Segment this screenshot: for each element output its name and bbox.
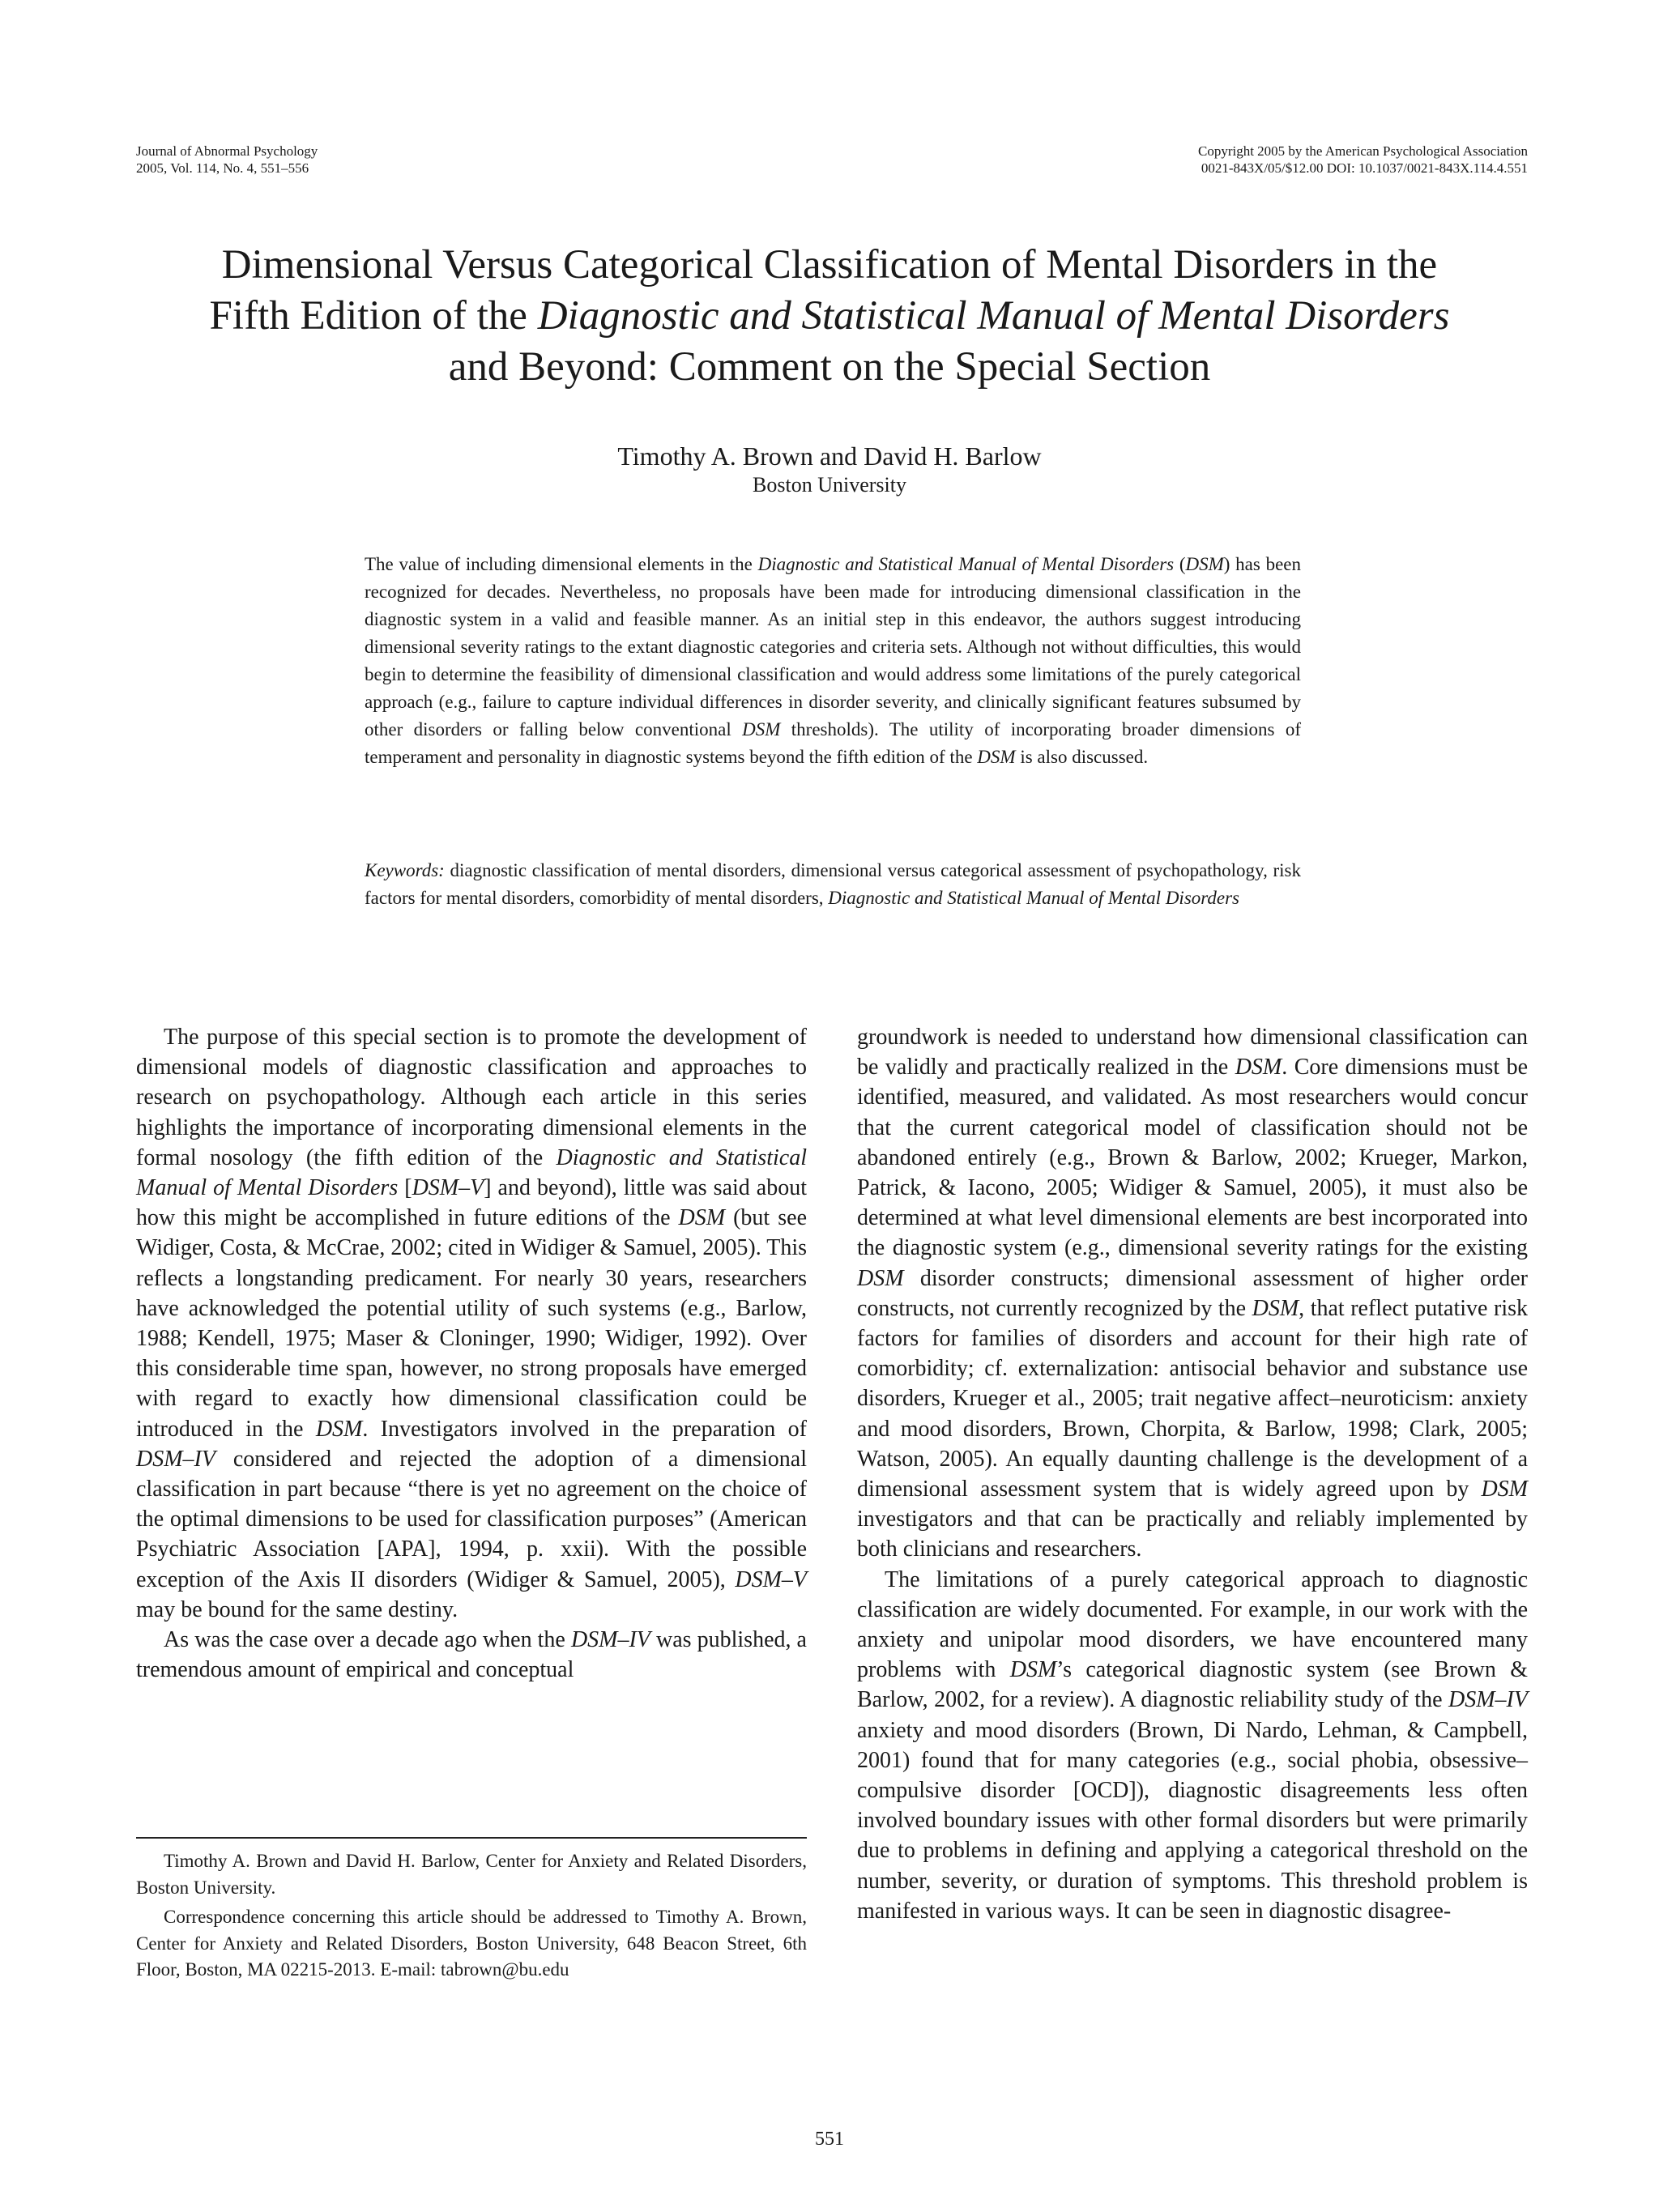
abstract	[365, 551, 1301, 771]
title-line-2	[122, 291, 1537, 342]
text-run: As was the case over a decade ago when the	[164, 1627, 571, 1653]
keywords-label: Keywords:	[365, 860, 445, 880]
text-run: The limitations of a purely categorical approach to diagnostic classification are widely documented. For example, in our work with the anxiety and unipolar mood disorders, we have encountered many problems with	[857, 1566, 1528, 1683]
copyright-notice	[1198, 143, 1528, 177]
abstract-text: ) has been recognized for decades. Nevertheless, no proposals have been made for introducing dimensional classification in the diagnostic system in a valid and feasible manner. As an initial step in this endeavor, the authors suggest introducing dimensional severity ratings to the extant diagnostic categories and criteria sets. Although not without difficulties, this would begin to determine the feasibility of dimensional classification and would address some limitations of the purely categorical approach (e.g., failure to capture individual differences in disorder severity, and clinically significant features subsumed by other disorders or falling below conventional	[365, 554, 1301, 739]
text-run-italic: DSM	[1252, 1295, 1299, 1321]
footnote-divider	[136, 1837, 807, 1839]
text-run-italic: Diagnostic and Statistical Manual of Mental Disorders	[136, 1144, 807, 1201]
text-run-italic: DSM	[1009, 1657, 1057, 1683]
body-column-right	[857, 1022, 1528, 1926]
keywords	[365, 857, 1301, 912]
text-run-italic: DSM–IV	[1448, 1687, 1528, 1713]
author-names: Timothy A. Brown and David H. Barlow	[617, 441, 1042, 471]
text-run: considered and rejected the adoption of a dimensional classification in part because “there is yet no agreement on the choice of the optimal dimensions to be used for classification purposes” (American Psychiatric Association [APA], 1994, p. xxii). With the possible exception of the Axis II disorders (Widiger & Samuel, 2005),	[136, 1446, 807, 1592]
text-run-italic: DSM–V	[735, 1566, 807, 1592]
paragraph	[857, 1022, 1528, 1565]
title-line-2-prefix: Fifth Edition of the	[209, 293, 538, 339]
keywords-italic: Diagnostic and Statistical Manual of Mental Disorders	[828, 888, 1239, 908]
paragraph	[136, 1022, 807, 1625]
text-run-italic: DSM	[1481, 1477, 1528, 1502]
author-affiliation: Boston University	[753, 473, 906, 497]
text-run: was published, a tremendous amount of empirical and conceptual	[136, 1627, 807, 1683]
paragraph	[857, 1565, 1528, 1926]
body-column-left	[136, 1022, 807, 1685]
paragraph	[136, 1625, 807, 1685]
journal-volume: 2005, Vol. 114, No. 4, 551–556	[136, 160, 309, 176]
text-run: The purpose of this special section is to promote the development of dimensional models of diagnostic classification and approaches to research on psychopathology. Although each article in this series highlights the importance of incorporating dimensional elements in the formal nosology (the fifth edition of the	[136, 1025, 807, 1170]
text-run-italic: DSM–IV	[570, 1627, 650, 1653]
abstract-text: (	[1174, 554, 1186, 574]
text-run-italic: DSM–IV	[136, 1446, 215, 1472]
text-run: may be bound for the same destiny.	[136, 1596, 458, 1622]
text-run-italic: DSM–V	[412, 1175, 484, 1201]
text-run: groundwork is needed to understand how dimensional classification can be validly and practically realized in the	[857, 1025, 1528, 1080]
text-run: (but see Widiger, Costa, & McCrae, 2002; cited in Widiger & Samuel, 2005). This reflects a longstanding predicament. For nearly 30 years, researchers have acknowledged the potential utility of such systems (e.g., Barlow, 1988; Kendell, 1975; Maser & Cloninger, 1990; Widiger, 1992). Over this considerable time span, however, no strong proposals have emerged with regard to exactly how dimensional classification could be introduced in the	[136, 1205, 807, 1442]
footnotes	[136, 1848, 807, 1987]
text-run-italic: DSM	[1235, 1055, 1282, 1080]
title-line-1: Dimensional Versus Categorical Classification of Mental Disorders in the	[221, 242, 1438, 288]
text-run: . Investigators involved in the preparation of	[362, 1416, 807, 1442]
title-line-2-italic: Diagnostic and Statistical Manual of Mental Disorders	[537, 293, 1450, 339]
journal-citation	[136, 143, 318, 177]
abstract-italic: Diagnostic and Statistical Manual of Mental Disorders	[757, 554, 1175, 574]
footnote-affiliation: Timothy A. Brown and David H. Barlow, Center for Anxiety and Related Disorders, Boston University.	[136, 1851, 807, 1898]
title-line-3: and Beyond: Comment on the Special Section	[448, 344, 1211, 390]
abstract-text: The value of including dimensional elements in the	[365, 554, 758, 574]
text-run: ’s categorical diagnostic system (see Brown & Barlow, 2002, for a review). A diagnostic reliability study of the	[857, 1657, 1528, 1713]
text-run-italic: DSM	[678, 1205, 726, 1231]
text-run: ] and beyond), little was said about how this might be accomplished in future editions of the	[136, 1175, 807, 1231]
text-run: . Core dimensions must be identified, measured, and validated. As most researchers would concur that the current categorical model of classification should not be abandoned entirely (e.g., Brown & Barlow, 2002; Krueger, Markon, Patrick, & Iacono, 2005; Widiger & Samuel, 2005), it must also be determined at what level dimensional elements are best incorporated into the diagnostic system (e.g., dimensional severity ratings for the existing	[857, 1055, 1529, 1261]
footnote-correspondence: Correspondence concerning this article should be addressed to Timothy A. Brown, Center for Anxiety and Related Disorders, Boston University, 648 Beacon Street, 6th Floor, Boston, MA 02215-2013. E-mail: tabrown@bu.edu	[136, 1907, 807, 1980]
journal-name: Journal of Abnormal Psychology	[136, 143, 318, 159]
text-run: disorder constructs; dimensional assessment of higher order constructs, not currently recognized by the	[857, 1265, 1528, 1321]
article-title	[122, 240, 1537, 393]
text-run: investigators and that can be practically and reliably implemented by both clinicians and researchers.	[857, 1507, 1528, 1562]
text-run: anxiety and mood disorders (Brown, Di Nardo, Lehman, & Campbell, 2001) found that for many categories (e.g., social phobia, obsessive–compulsive disorder [OCD]), diagnostic disagreements less often involved boundary issues with other formal disorders but were primarily due to problems in defining and applying a categorical threshold on the number, severity, or duration of symptoms. This threshold problem is manifested in various ways. It can be seen in diagnostic disagree-	[857, 1717, 1528, 1924]
abstract-italic: DSM	[742, 719, 781, 739]
text-run: , that reflect putative risk factors for families of disorders and account for their high rate of comorbidity; cf. externalization: antisocial behavior and substance use disorders, Krueger et al., 2005; trait negative affect–neuroticism: anxiety and mood disorders, Brown, Chorpita, & Barlow, 1998; Clark, 2005; Watson, 2005). An equally daunting challenge is the development of a dimensional assessment system that is widely agreed upon by	[857, 1295, 1528, 1502]
doi-line: 0021-843X/05/$12.00 DOI: 10.1037/0021-843X.114.4.551	[1201, 160, 1528, 176]
text-run: [	[398, 1175, 412, 1201]
abstract-italic: DSM	[1185, 554, 1224, 574]
abstract-text: is also discussed.	[1015, 747, 1149, 767]
abstract-text: thresholds). The utility of incorporating broader dimensions of temperament and personality in diagnostic systems beyond the fifth edition of the	[365, 719, 1301, 767]
text-run-italic: DSM	[315, 1416, 363, 1442]
keywords-text: diagnostic classification of mental disorders, dimensional versus categorical assessment of psychopathology, risk factors for mental disorders, comorbidity of mental disorders,	[365, 860, 1301, 908]
copyright-line: Copyright 2005 by the American Psychological Association	[1197, 143, 1528, 159]
text-run-italic: DSM	[857, 1265, 904, 1291]
abstract-italic: DSM	[977, 747, 1016, 767]
page-number: 551	[815, 2129, 844, 2150]
